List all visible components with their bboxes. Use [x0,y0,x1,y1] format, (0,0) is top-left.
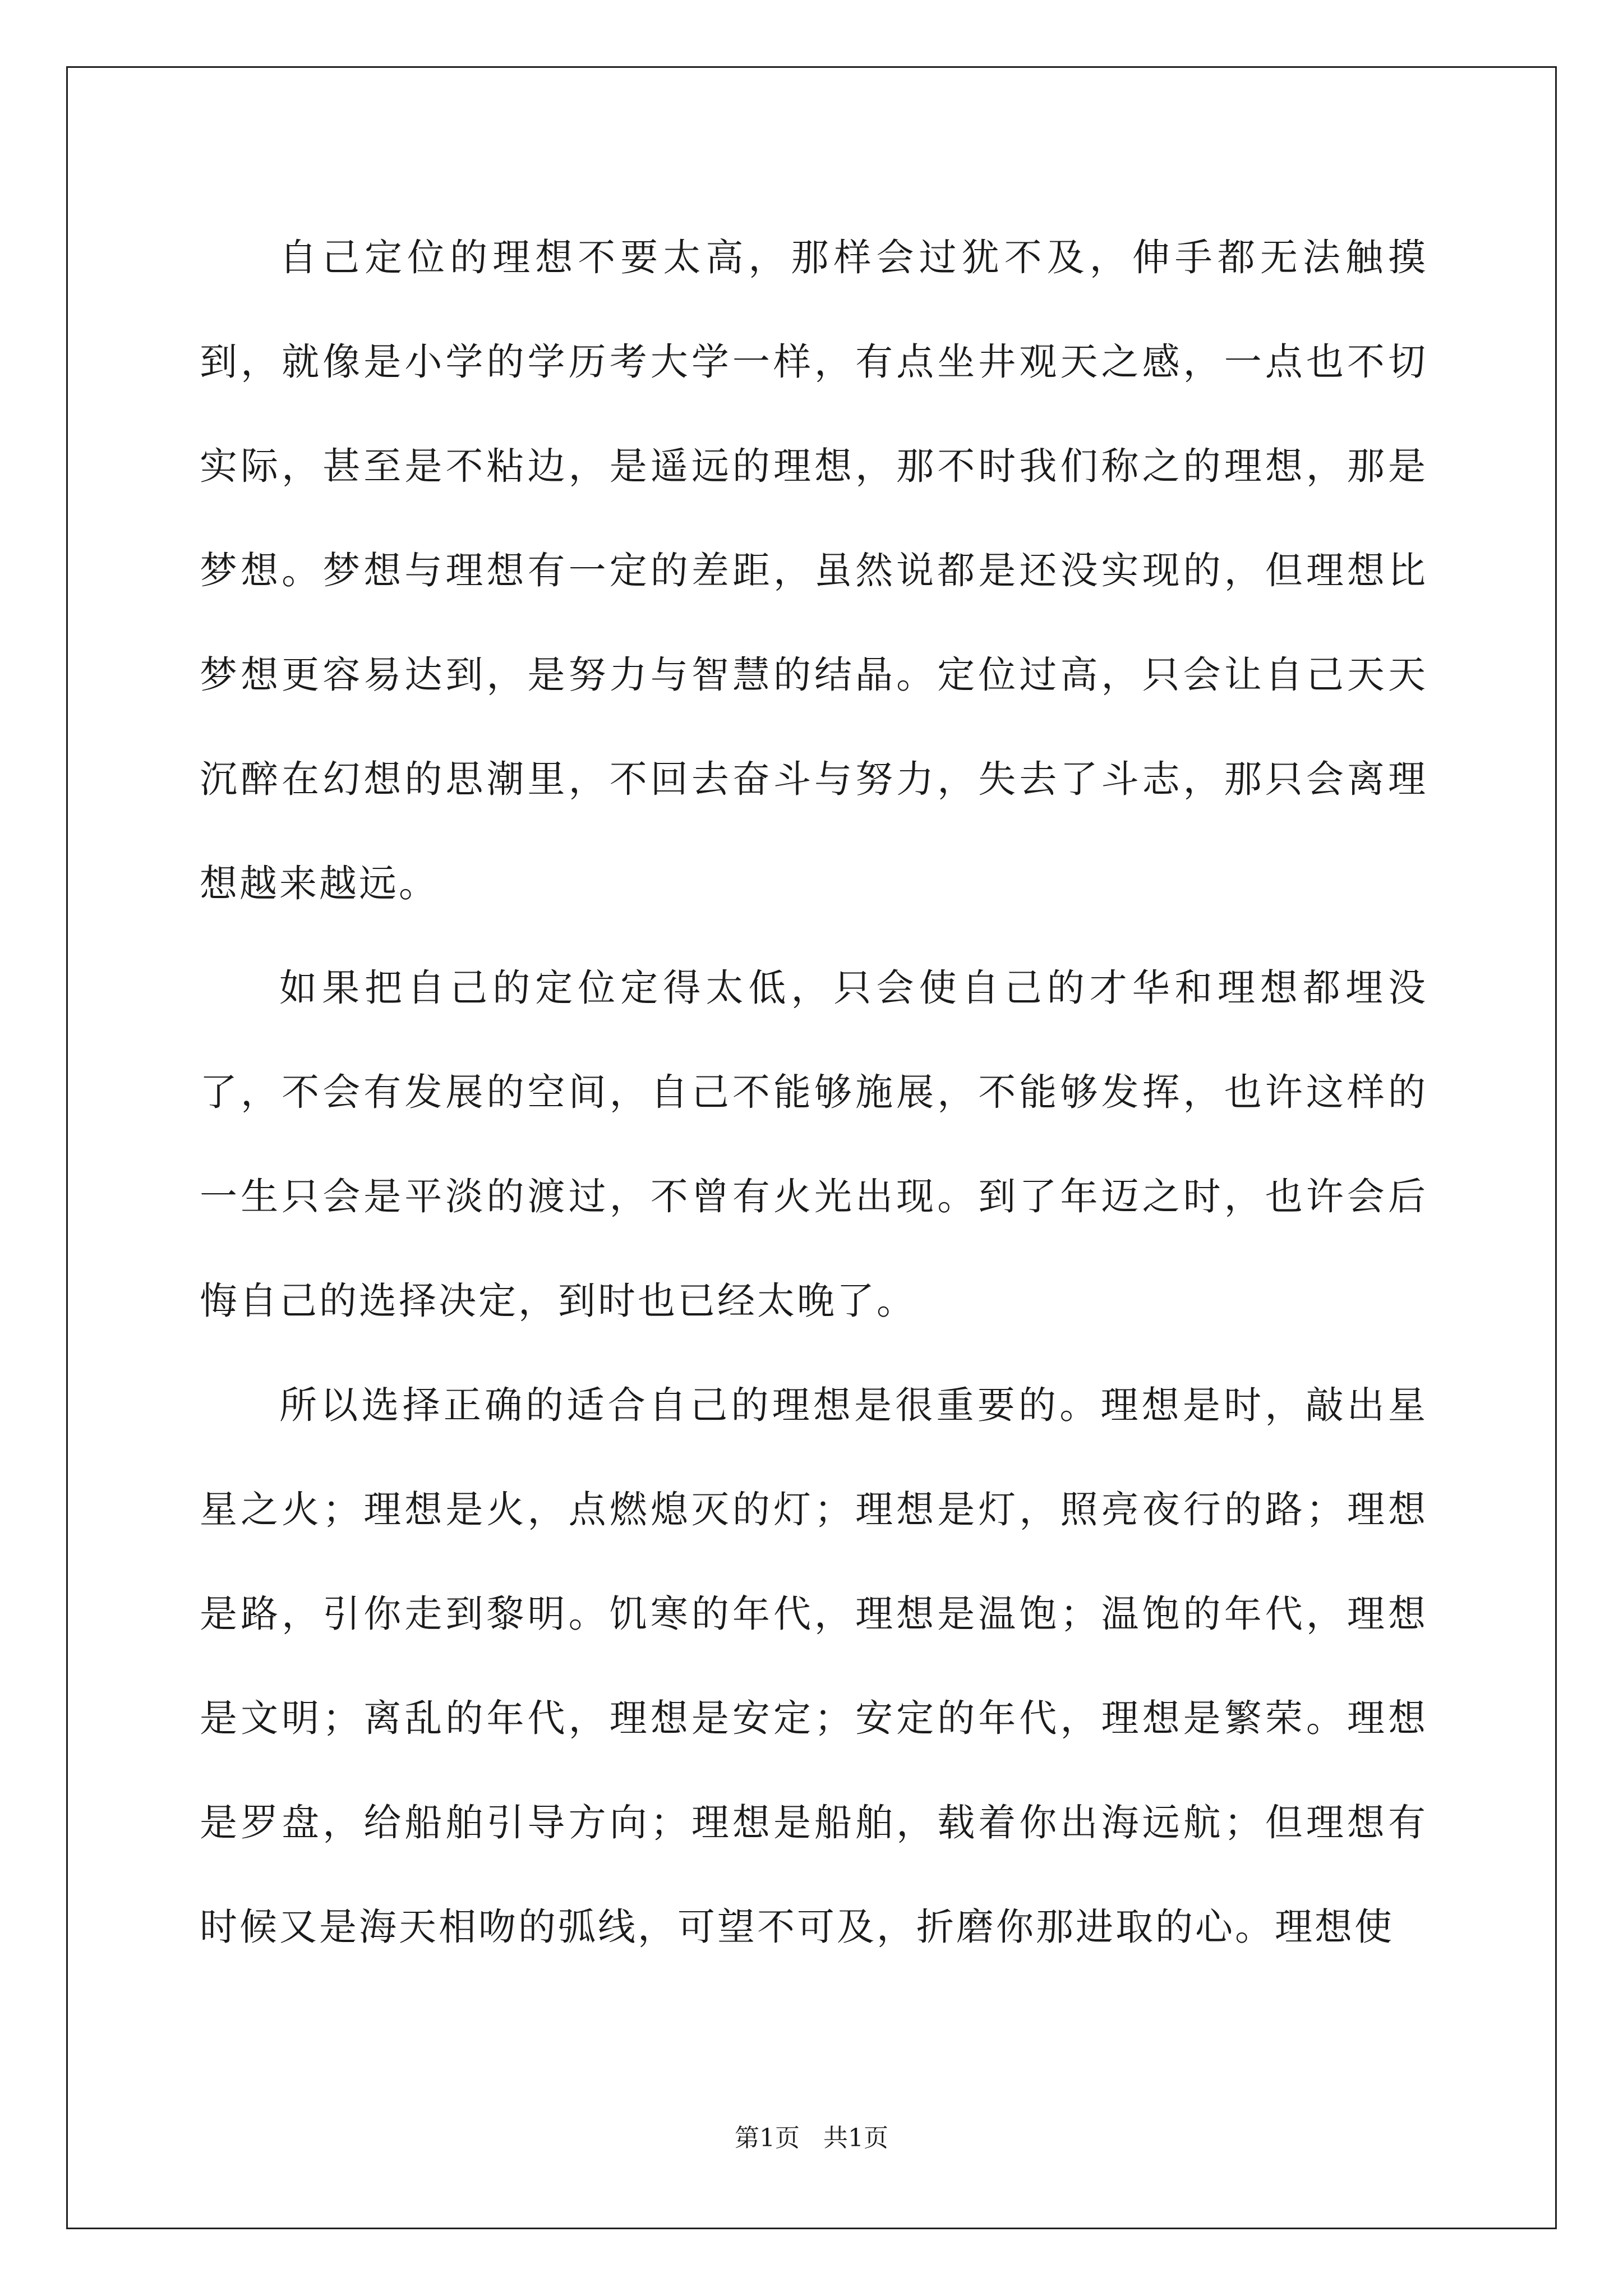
paragraph-1: 自己定位的理想不要太高，那样会过犹不及，伸手都无法触摸到，就像是小学的学历考大学一样，有点坐井观天之感，一点也不切实际，甚至是不粘边，是遥远的理想，那不时我们称之的理想，那是梦想。梦想与理想有一定的差距，虽然说都是还没实现的，但理想比梦想更容易达到，是努力与智慧的结晶。定位过高，只会让自己天天沉醉在幻想的思潮里，不回去奋斗与努力，失去了斗志，那只会离理想越来越远。 [200,236,1428,905]
paragraph-2: 如果把自己的定位定得太低，只会使自己的才华和理想都埋没了，不会有发展的空间，自己不能够施展，不能够发挥，也许这样的一生只会是平淡的渡过，不曾有火光出现。到了年迈之时，也许会后悔自己的选择决定，到时也已经太晚了。 [200,966,1428,1323]
page-number-footer: 第1页 共1页 [735,2124,888,2152]
document-body [200,205,1428,1979]
paragraph-3: 所以选择正确的适合自己的理想是很重要的。理想是时，敲出星星之火；理想是火，点燃熄灭的灯；理想是灯，照亮夜行的路；理想是路，引你走到黎明。饥寒的年代，理想是温饱；温饱的年代，理想是文明；离乱的年代，理想是安定；安定的年代，理想是繁荣。理想是罗盘，给船舶引导方向；理想是船舶，载着你出海远航；但理想有时候又是海天相吻的弧线，可望不可及，折磨你那进取的心。理想使 [200,1383,1428,1949]
